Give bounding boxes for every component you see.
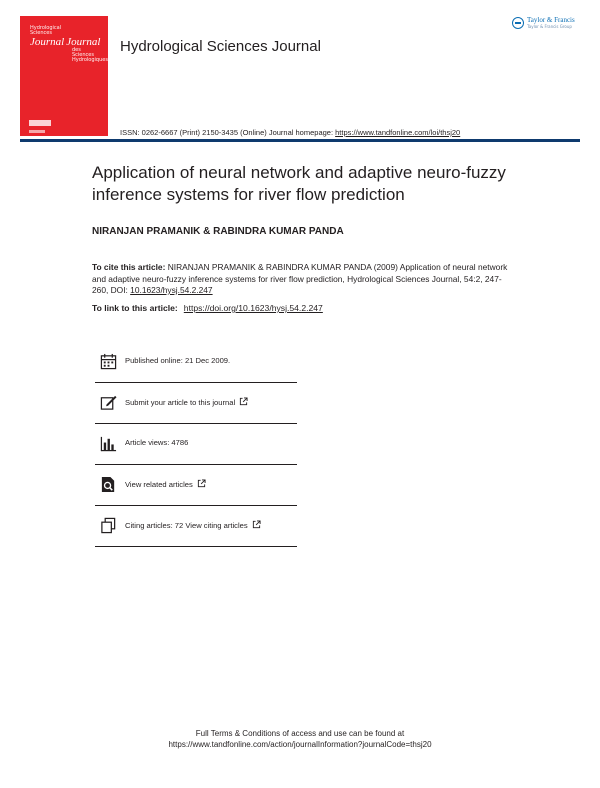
external-link-icon [197,479,206,488]
external-link-icon [239,397,248,406]
cite-text: NIRANJAN PRAMANIK & RABINDRA KUMAR PANDA (2009) Application of neural network and adaptive neuro-fuzzy inference systems for river flow prediction, Hydrological Sciences Journal, 54:2, 247-260, DOI: [92,262,508,295]
cover-publisher-logo [29,120,51,126]
publisher-logo-icon [512,17,524,29]
article-views: Article views: 4786 [125,438,189,447]
footer-terms-text: Full Terms & Conditions of access and use can be found at [195,729,405,738]
publisher-logo-text: Taylor & Francis [527,16,575,24]
article-authors: NIRANJAN PRAMANIK & RABINDRA KUMAR PANDA [92,226,344,237]
related-row[interactable] [95,465,297,506]
publisher-logo-subtext: Taylor & Francis Group [527,24,572,29]
bar-chart-icon [100,435,117,452]
published-row [95,342,297,383]
submit-article-label: Submit your article to this journal [125,398,236,407]
cover-title-row [30,37,102,48]
citation-block [92,262,512,297]
citing-articles-label: Citing articles: 72 View citing articles [125,521,248,530]
article-doi-link[interactable]: https://doi.org/10.1623/hysj.54.2.247 [183,303,323,313]
cover-publisher-mark [29,130,45,133]
cover-title: Journal [30,36,65,48]
cite-label: To cite this article: [92,262,166,272]
search-document-icon [100,476,117,493]
citing-row[interactable] [95,506,297,547]
link-label: To link to this article: [92,303,178,313]
views-row [95,424,297,465]
footer [0,728,600,750]
cover-text: des Sciences [72,47,94,58]
footer-terms-link[interactable]: https://www.tandfonline.com/action/journalInformation?journalCode=thsj20 [168,740,432,749]
related-articles-label: View related articles [125,480,193,489]
edit-icon [100,394,117,411]
issn-line [120,128,460,137]
submit-article-link[interactable] [125,397,248,407]
citing-articles-link[interactable] [125,520,261,530]
copy-icon [100,517,117,534]
header-divider [20,139,580,142]
cite-doi-link[interactable]: 10.1623/hysj.54.2.247 [130,285,213,295]
issn-text: ISSN: 0262-6667 (Print) 2150-3435 (Online) Journal homepage: [120,128,336,137]
journal-homepage-link[interactable]: https://www.tandfonline.com/loi/thsj20 [335,128,461,137]
publisher-logo[interactable] [512,17,575,29]
cover-text: Hydrologiques [72,57,108,63]
calendar-icon [100,353,117,370]
journal-title: Hydrological Sciences Journal [120,38,321,55]
submit-row[interactable] [95,383,297,424]
related-articles-link[interactable] [125,479,206,489]
article-title: Application of neural network and adaptive neuro-fuzzy inference systems for river flow prediction [92,163,506,204]
journal-cover-image [20,16,108,136]
external-link-icon [252,520,261,529]
cover-text: Sciences [30,30,52,36]
cover-title: Journal [66,36,101,48]
article-info-list [95,342,297,547]
published-date: Published online: 21 Dec 2009. [125,356,231,365]
cover-text: Hydrological [30,25,62,31]
article-link-line [92,303,323,313]
